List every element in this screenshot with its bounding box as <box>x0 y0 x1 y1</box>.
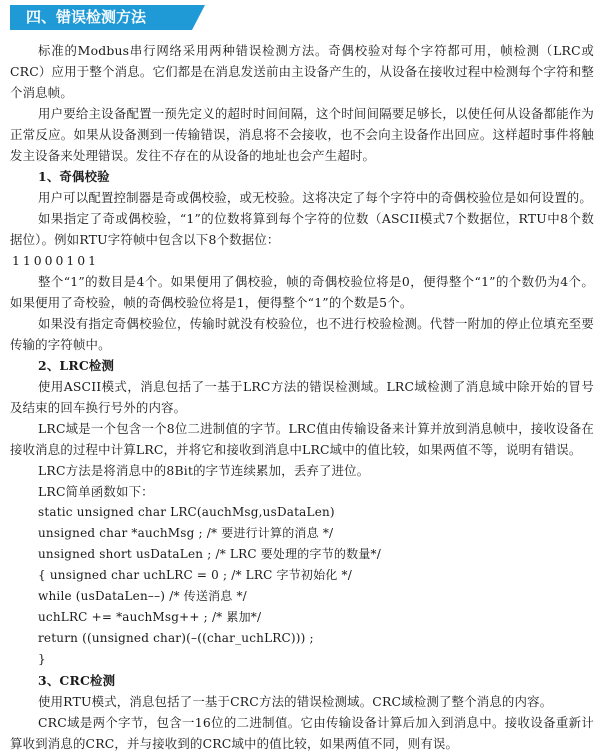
section-banner <box>10 5 205 30</box>
code-text: } <box>38 652 46 666</box>
section-title: 四、错误检测方法 <box>26 8 147 26</box>
paragraph-text: 如果指定了奇或偶校验，“1”的位数将算到每个字符的位数（ASCII模式7个数据位，RTU中8个数据位）。例如RTU字符帧中包含以下8个数据位： <box>10 211 594 247</box>
subheading-text: 3、CRC检测 <box>38 673 116 688</box>
code-text: uchLRC += *auchMsg++ ; /* 累加*/ <box>38 610 262 624</box>
code-line <box>10 523 594 544</box>
code-line <box>10 628 594 649</box>
paragraph <box>10 481 594 502</box>
paragraph <box>10 40 594 103</box>
code-line <box>10 607 594 628</box>
code-text: unsigned short usDataLen ; /* LRC 要处理的字节的数量*/ <box>38 547 381 561</box>
paragraph <box>10 208 594 250</box>
paragraph-text: 用户可以配置控制器是奇或偶校验，或无校验。这将决定了每个字符中的奇偶校验位是如何设置的。 <box>38 190 592 205</box>
paragraph <box>10 712 594 754</box>
code-line <box>10 586 594 607</box>
paragraph-text: 用户要给主设备配置一预先定义的超时时间间隔，这个时间间隔要足够长，以使任何从设备都能作为正常反应。如果从设备测到一传输错误，消息将不会接收，也不会向主设备作出回应。这样超时事件将触发主设备来处理错误。发往不存在的从设备的地址也会产生超时。 <box>10 106 594 163</box>
subheading <box>10 355 594 376</box>
paragraph-text: 使用ASCII模式，消息包括了一基于LRC方法的错误检测域。LRC域检测了消息域中除开始的冒号及结束的回车换行号外的内容。 <box>10 379 594 415</box>
code-text: while (usDataLen––) /* 传送消息 */ <box>38 589 247 603</box>
paragraph <box>10 460 594 481</box>
paragraph <box>10 103 594 166</box>
paragraph <box>10 376 594 418</box>
bit-sequence <box>10 250 594 271</box>
subheading-text: 2、LRC检测 <box>38 358 115 373</box>
paragraph <box>10 271 594 313</box>
paragraph-text: 标准的Modbus串行网络采用两种错误检测方法。奇偶校验对每个字符都可用，帧检测（LRC或CRC）应用于整个消息。它们都是在消息发送前由主设备产生的，从设备在接收过程中检测每个字符和整个消息帧。 <box>10 43 594 100</box>
paragraph-text: 整个“1”的数目是4个。如果便用了偶校验，帧的奇偶校验位将是0，便得整个“1”的个数仍为4个。如果便用了奇校验，帧的奇偶校验位将是1，便得整个“1”的个数是5个。 <box>10 274 594 310</box>
subheading-text: 1、奇偶校验 <box>38 169 110 184</box>
subheading <box>10 670 594 691</box>
code-text: { unsigned char uchLRC = 0 ; /* LRC 字节初始化 */ <box>38 568 352 582</box>
code-text: return ((unsigned char)(–((char_uchLRC))) ; <box>38 631 314 645</box>
code-line <box>10 502 594 523</box>
paragraph-text: LRC域是一个包含一个8位二进制值的字节。LRC值由传输设备来计算并放到消息帧中，接收设备在接收消息的过程中计算LRC，并将它和接收到消息中LRC域中的值比较，如果两值不等，说明有错误。 <box>10 421 594 457</box>
subheading <box>10 166 594 187</box>
paragraph <box>10 187 594 208</box>
code-line <box>10 649 594 670</box>
paragraph <box>10 313 594 355</box>
code-line <box>10 544 594 565</box>
paragraph-text: 如果没有指定奇偶校验位，传输时就没有校验位，也不进行校验检测。代替一附加的停止位填充至要传输的字符帧中。 <box>10 316 594 352</box>
code-line <box>10 565 594 586</box>
paragraph-text: LRC简单函数如下： <box>38 484 154 499</box>
code-text: unsigned char *auchMsg ; /* 要进行计算的消息 */ <box>38 526 334 540</box>
article-body <box>10 40 594 754</box>
paragraph-text: 使用RTU模式，消息包括了一基于CRC方法的错误检测域。CRC域检测了整个消息的内容。 <box>38 694 553 709</box>
bit-sequence-text: 11000101 <box>12 253 100 268</box>
paragraph-text: LRC方法是将消息中的8Bit的字节连续累加，丢弃了进位。 <box>38 463 370 478</box>
code-text: static unsigned char LRC(auchMsg,usDataLen) <box>38 505 335 519</box>
paragraph <box>10 418 594 460</box>
paragraph <box>10 691 594 712</box>
paragraph-text: CRC域是两个字节，包含一16位的二进制值。它由传输设备计算后加入到消息中。接收设备重新计算收到消息的CRC，并与接收到的CRC域中的值比较，如果两值不同，则有误。 <box>10 715 594 751</box>
